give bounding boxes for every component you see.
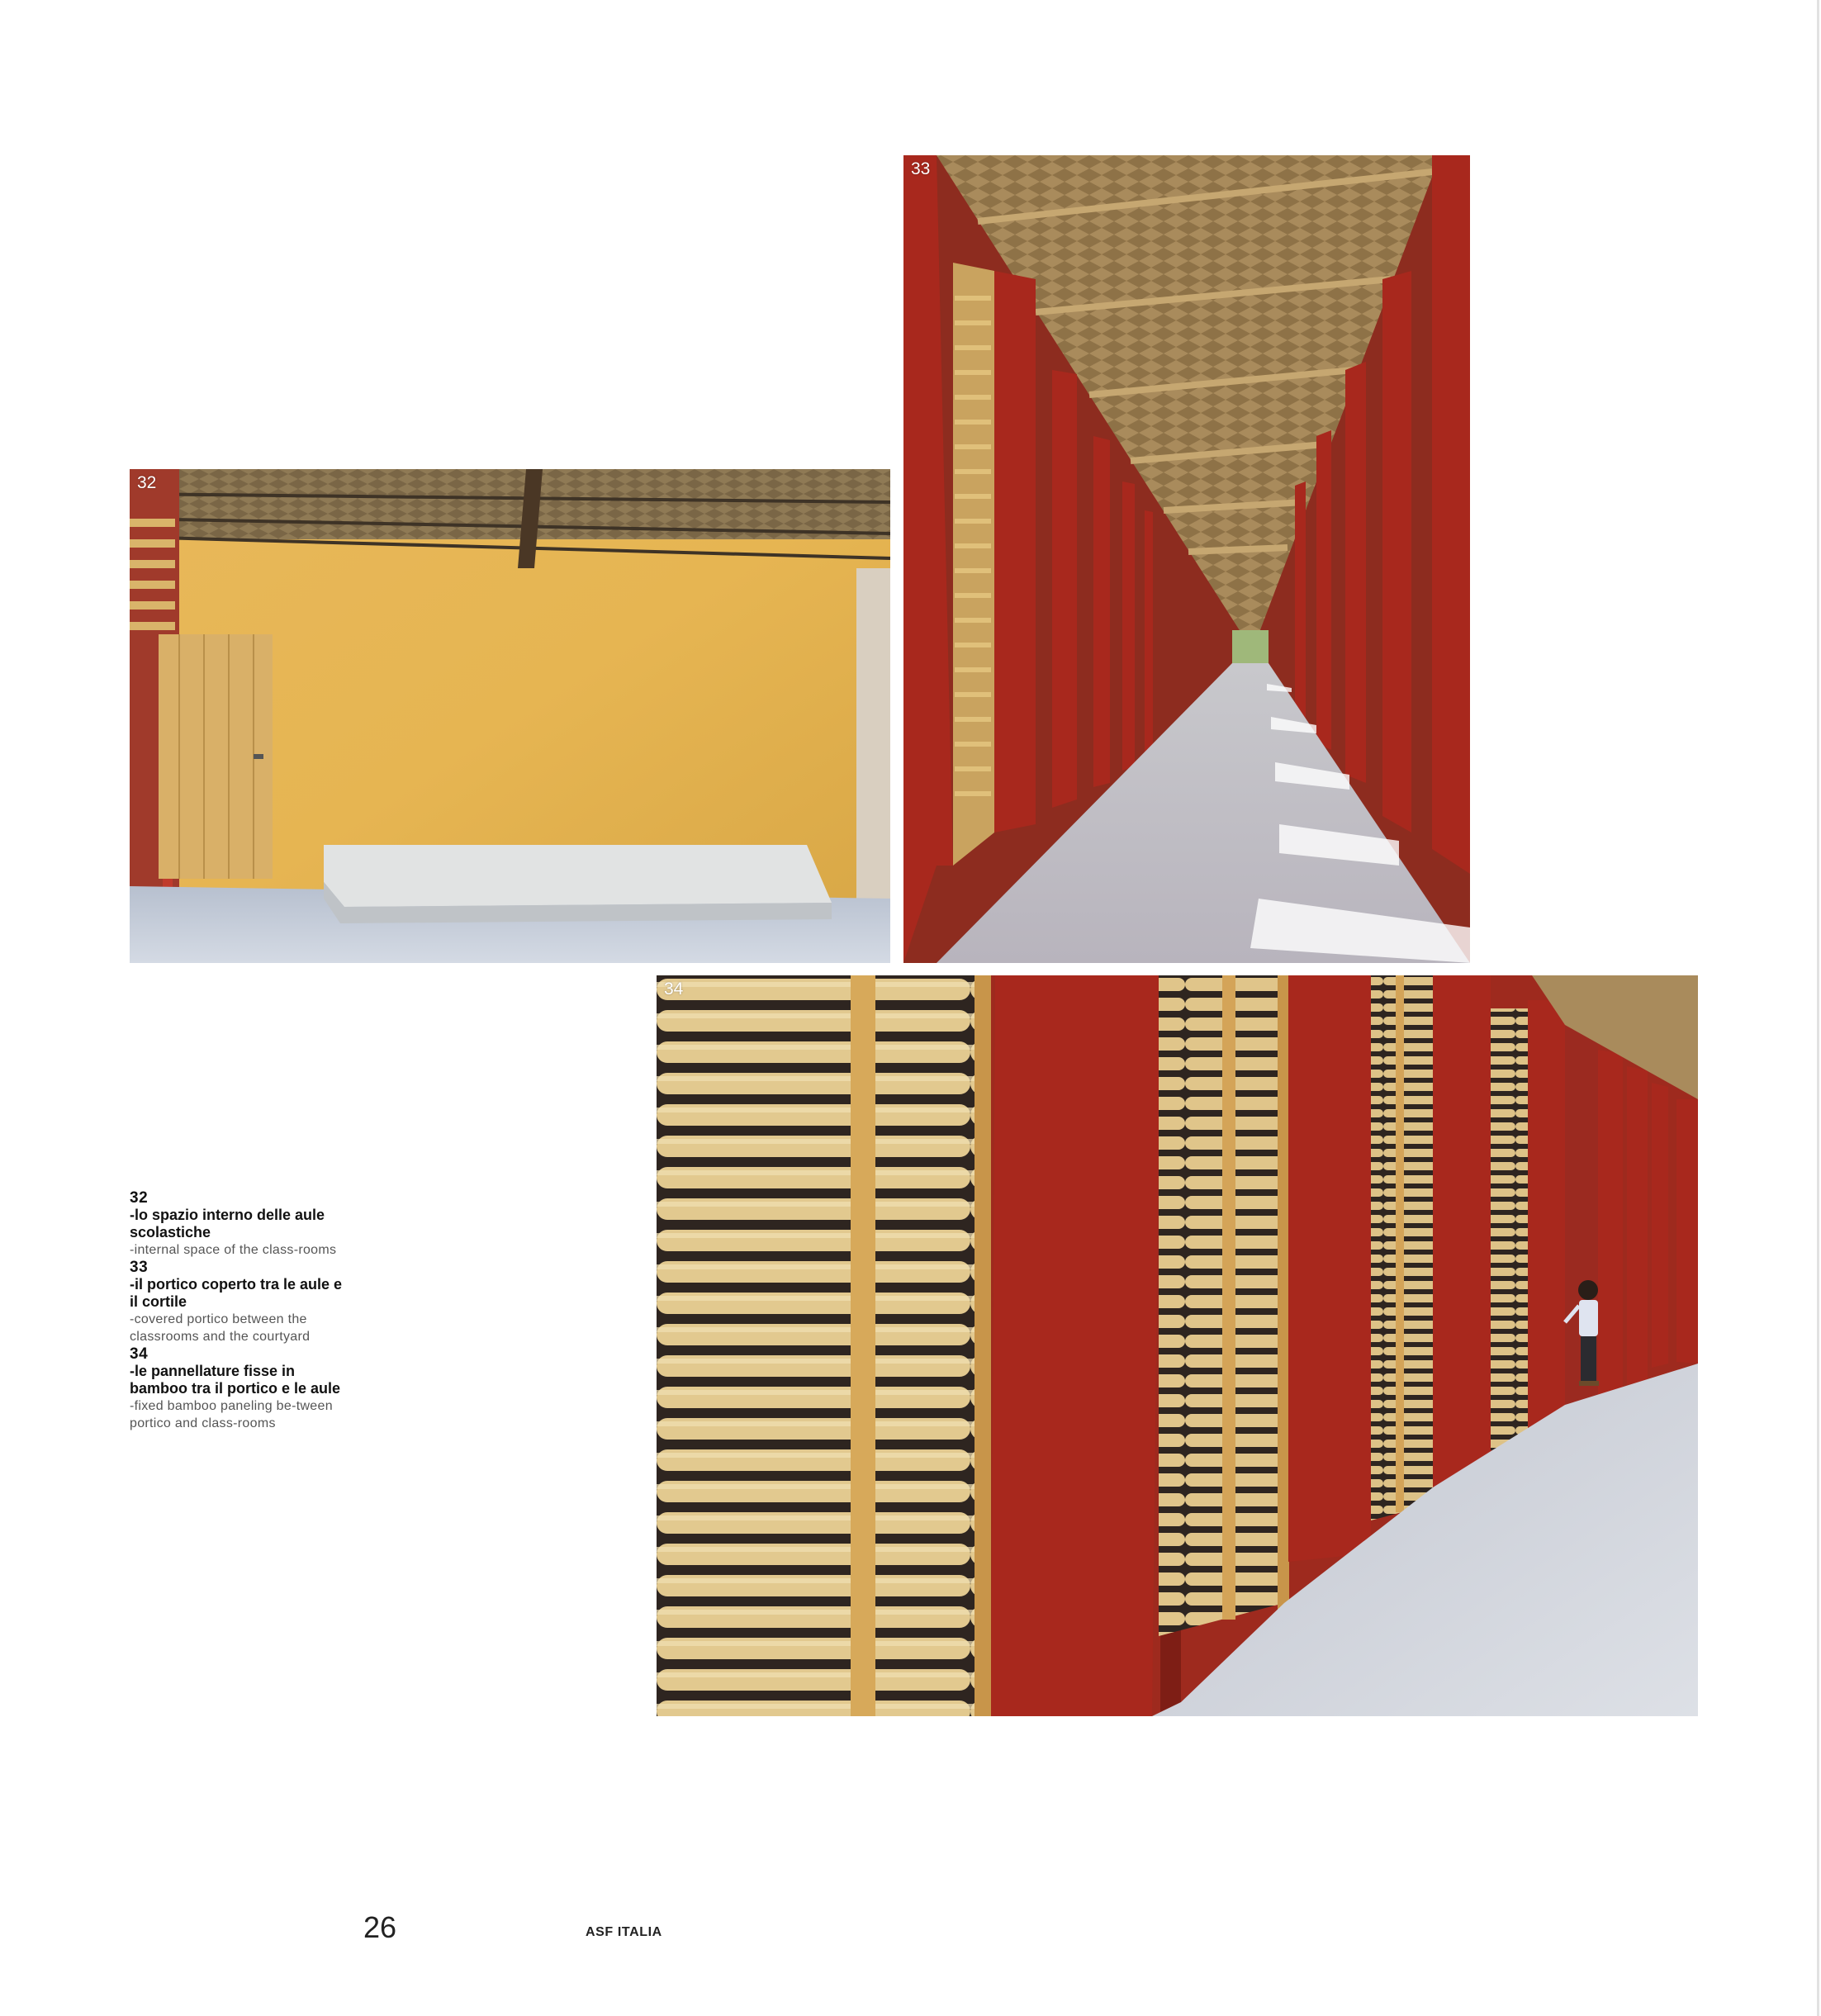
caption-english: -internal space of the class-rooms — [130, 1243, 337, 1257]
photo-number-33: 33 — [911, 159, 931, 178]
photo-classroom-interior — [130, 469, 890, 963]
caption-english: -fixed bamboo paneling be-tween portico and class-rooms — [130, 1399, 333, 1430]
caption-33 — [130, 1259, 344, 1345]
caption-34 — [130, 1345, 344, 1432]
caption-number: 34 — [130, 1345, 149, 1363]
running-head: ASF ITALIA — [586, 1925, 662, 1939]
bamboo-paneling-illustration — [657, 975, 1698, 1716]
page-number: 26 — [363, 1910, 397, 1944]
photo-bamboo-paneling — [657, 975, 1698, 1716]
page-edge — [1817, 0, 1819, 2016]
caption-italian: -lo spazio interno delle aule scolastiche — [130, 1207, 325, 1240]
caption-english: -covered portico between the classrooms and the courtyard — [130, 1312, 311, 1344]
caption-italian: -le pannellature fisse in bamboo tra il portico e le aule — [130, 1363, 341, 1397]
photo-number-34: 34 — [664, 980, 684, 999]
classroom-interior-illustration — [130, 469, 890, 963]
photo-number-32: 32 — [137, 473, 157, 492]
caption-number: 32 — [130, 1189, 149, 1207]
caption-number: 33 — [130, 1259, 149, 1276]
photo-covered-portico — [903, 155, 1470, 963]
photo-captions — [130, 1189, 344, 1432]
caption-32 — [130, 1189, 344, 1259]
caption-italian: -il portico coperto tra le aule e il cortile — [130, 1276, 343, 1310]
covered-portico-illustration — [903, 155, 1470, 963]
